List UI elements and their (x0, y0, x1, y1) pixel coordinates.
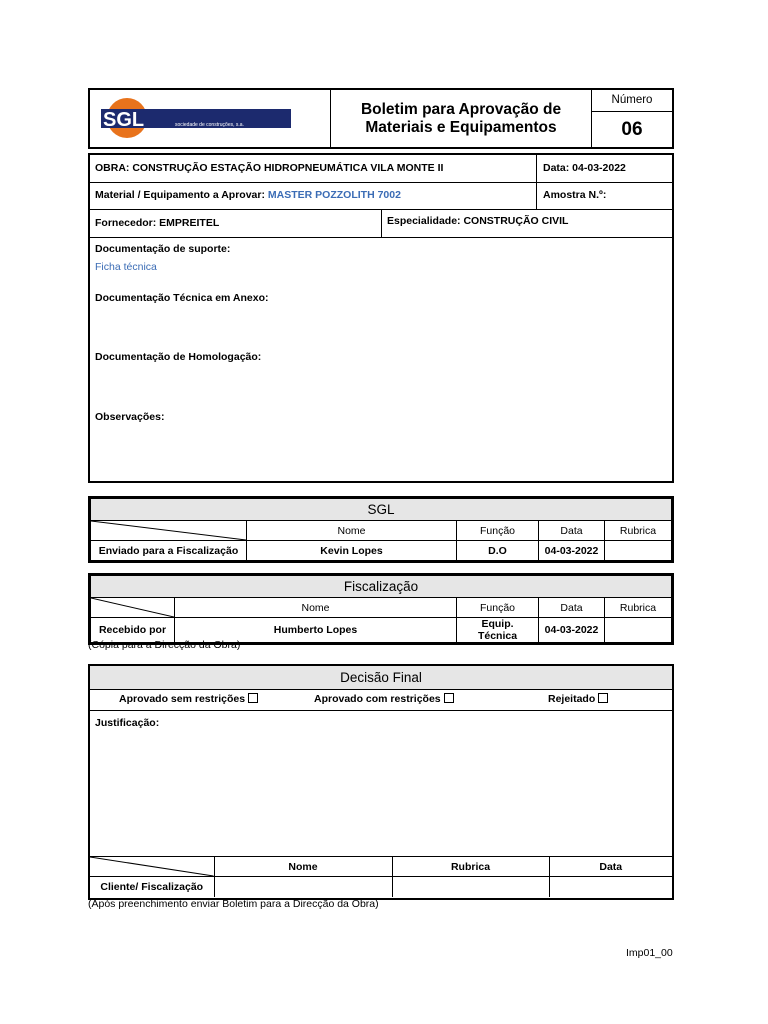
fornecedor-row (90, 209, 672, 238)
sgl-header-data: Data (539, 521, 605, 541)
numero-value: 06 (621, 119, 643, 140)
obra-row (90, 155, 672, 183)
logo-text: SGL (103, 109, 145, 131)
title-line-1: Boletim para Aprovação de (360, 101, 562, 118)
title-area (331, 90, 592, 147)
sgl-header-funcao: Função (457, 521, 539, 541)
cliente-header-nome: Nome (214, 857, 392, 877)
doc-tecnica-label: Documentação Técnica em Anexo: (95, 292, 269, 304)
checkbox-sem-restricoes[interactable] (248, 693, 258, 703)
fiscalizacao-note: (Cópia para a Direcção da Obra) (88, 639, 241, 651)
justificacao-label: Justificação: (95, 717, 160, 729)
fisc-header-rubrica: Rubrica (605, 598, 672, 618)
fornecedor-text: Fornecedor: EMPREITEL (95, 217, 220, 229)
observacoes-label: Observações: (95, 411, 165, 423)
fisc-header-funcao: Função (457, 598, 539, 618)
sgl-funcao: D.O (457, 541, 539, 561)
sgl-rubrica (605, 541, 672, 561)
decisao-note: (Após preenchimento enviar Boletim para a Direcção da Obra) (88, 898, 379, 910)
sgl-data: 04-03-2022 (539, 541, 605, 561)
option-rejeitado: Rejeitado (548, 693, 596, 705)
checkbox-com-restricoes[interactable] (444, 693, 454, 703)
numero-area (592, 90, 672, 147)
cliente-rubrica[interactable] (392, 877, 549, 897)
diagonal-cell (91, 598, 175, 618)
sgl-nome: Kevin Lopes (247, 541, 457, 561)
fisc-header-nome: Nome (175, 598, 457, 618)
cliente-data[interactable] (549, 877, 672, 897)
cliente-header-rubrica: Rubrica (392, 857, 549, 877)
numero-label: Número (592, 90, 672, 112)
fisc-funcao: Equip. Técnica (457, 618, 539, 643)
option-sem-restricoes: Aprovado sem restrições (119, 693, 246, 705)
header-block (88, 88, 674, 149)
doc-homologacao-label: Documentação de Homologação: (95, 351, 262, 363)
obra-text: OBRA: CONSTRUÇÃO ESTAÇÃO HIDROPNEUMÁTICA VILA MONTE II (95, 162, 444, 174)
especialidade-text: Especialidade: CONSTRUÇÃO CIVIL (387, 215, 569, 227)
sgl-table (88, 496, 674, 563)
cliente-header-data: Data (549, 857, 672, 877)
options-row (90, 690, 672, 711)
cliente-nome[interactable] (214, 877, 392, 897)
amostra-text: Amostra N.º: (543, 189, 607, 201)
doc-suporte-value: Ficha técnica (95, 261, 157, 273)
sgl-title: SGL (91, 499, 672, 521)
diagonal-cell (90, 857, 214, 877)
logo-area (90, 90, 331, 147)
fisc-header-data: Data (539, 598, 605, 618)
fiscalizacao-title: Fiscalização (91, 576, 672, 598)
fisc-row-label: Recebido por (91, 618, 175, 643)
material-label: Material / Equipamento a Aprovar: (95, 189, 265, 201)
info-block (88, 153, 674, 483)
footer-code: Imp01_00 (626, 947, 673, 959)
fisc-nome: Humberto Lopes (175, 618, 457, 643)
material-row (90, 182, 672, 210)
fisc-data: 04-03-2022 (539, 618, 605, 643)
decisao-title: Decisão Final (90, 666, 672, 690)
doc-suporte-label: Documentação de suporte: (95, 243, 231, 255)
sgl-row-label: Enviado para a Fiscalização (91, 541, 247, 561)
fiscalizacao-table (88, 573, 674, 645)
sgl-header-nome: Nome (247, 521, 457, 541)
cliente-row-label: Cliente/ Fiscalização (90, 877, 214, 897)
decisao-block (88, 664, 674, 900)
logo-subtext: sociedade de construções, s.a. (175, 122, 244, 128)
diagonal-cell (91, 521, 247, 541)
cliente-table (90, 856, 672, 897)
data-text: Data: 04-03-2022 (543, 162, 626, 174)
fisc-rubrica (605, 618, 672, 643)
sgl-logo (95, 94, 295, 140)
material-value: MASTER POZZOLITH 7002 (267, 189, 401, 201)
sgl-header-rubrica: Rubrica (605, 521, 672, 541)
checkbox-rejeitado[interactable] (598, 693, 608, 703)
title-line-2: Materiais e Equipamentos (365, 119, 557, 136)
option-com-restricoes: Aprovado com restrições (314, 693, 441, 705)
